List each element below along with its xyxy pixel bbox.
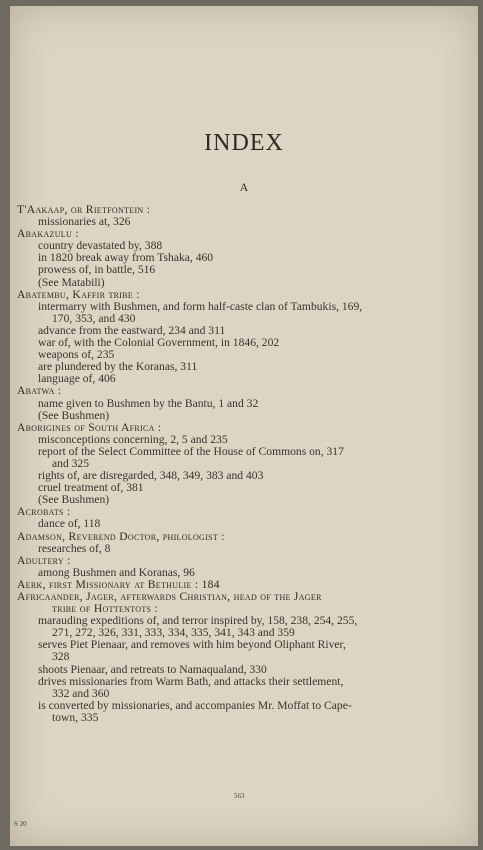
index-subentry: rights of, are disregarded, 348, 349, 383 and 403: [38, 469, 264, 483]
index-subentry: country devastated by, 388: [38, 239, 163, 253]
index-subentry-continued: 332 and 360: [52, 686, 110, 700]
index-subentry-continued: town, 335: [52, 710, 99, 724]
index-subentry: weapons of, 235: [38, 348, 115, 362]
index-subentry: advance from the eastward, 234 and 311: [38, 323, 226, 337]
index-subentry: missionaries at, 326: [38, 215, 131, 229]
index-subentry: drives missionaries from Warm Bath, and attacks their settlement,: [38, 674, 344, 688]
index-heading: Acrobats :: [17, 505, 71, 519]
page-number: 563: [234, 792, 245, 800]
index-heading: Adultery :: [17, 553, 71, 567]
index-subentry-continued: 271, 272, 326, 331, 333, 334, 335, 341, 343 and 359: [52, 626, 295, 640]
index-subentry: are plundered by the Koranas, 311: [38, 360, 198, 374]
index-subentry: serves Piet Pienaar, and removes with him beyond Oliphant River,: [38, 638, 346, 652]
index-subentry-continued: and 325: [52, 456, 90, 470]
index-subentry: prowess of, in battle, 516: [38, 263, 156, 277]
index-heading: Africaander, Jager, afterwards Christian, head of the Jager: [17, 590, 322, 603]
index-entries: [17, 204, 470, 724]
page-title: INDEX: [204, 130, 284, 156]
index-heading: Abatwa :: [17, 384, 62, 398]
index-subentry: marauding expeditions of, and terror inspired by, 158, 238, 254, 255,: [38, 614, 358, 628]
index-heading-continued: tribe of Hottentots :: [52, 602, 158, 616]
index-subentry: language of, 406: [38, 372, 116, 386]
index-heading: T'Aakaap, or Rietfontein :: [17, 203, 151, 216]
index-subentry: report of the Select Committee of the House of Commons on, 317: [38, 444, 344, 458]
index-heading: Aerk, first Missionary at Bethulie : 184: [17, 577, 220, 591]
index-subentry: cruel treatment of, 381: [38, 481, 144, 495]
index-subentry: name given to Bushmen by the Bantu, 1 and 32: [38, 396, 259, 410]
index-subentry: war of, with the Colonial Government, in 1846, 202: [38, 336, 280, 350]
index-heading: Adamson, Reverend Doctor, philologist :: [17, 529, 225, 543]
index-subentry: misconceptions concerning, 2, 5 and 235: [38, 432, 228, 446]
index-heading: Abakazulu :: [17, 227, 79, 241]
index-subentry: researches of, 8: [38, 541, 111, 555]
cross-reference: (See Matabili): [38, 275, 105, 289]
section-letter: A: [239, 180, 249, 194]
index-subentry: among Bushmen and Koranas, 96: [38, 565, 195, 579]
index-subentry: intermarry with Bushmen, and form half-caste clan of Tambukis, 169,: [38, 299, 363, 313]
cross-reference: (See Bushmen): [38, 408, 110, 422]
printer-signature: S 20: [14, 820, 27, 828]
index-subentry-continued: 328: [52, 650, 70, 664]
index-subentry: is converted by missionaries, and accompanies Mr. Moffat to Cape-: [38, 698, 352, 712]
cross-reference: (See Bushmen): [38, 493, 110, 507]
index-subentry: shoots Pienaar, and retreats to Namaqualand, 330: [38, 662, 267, 676]
index-heading: Abatembu, Kaffir tribe :: [17, 287, 140, 301]
index-subentry-continued: 170, 353, and 430: [52, 311, 136, 325]
index-subentry: dance of, 118: [38, 517, 101, 531]
index-subentry: in 1820 break away from Tshaka, 460: [38, 251, 214, 265]
index-heading: Aborigines of South Africa :: [17, 420, 162, 434]
book-page: [10, 6, 478, 846]
